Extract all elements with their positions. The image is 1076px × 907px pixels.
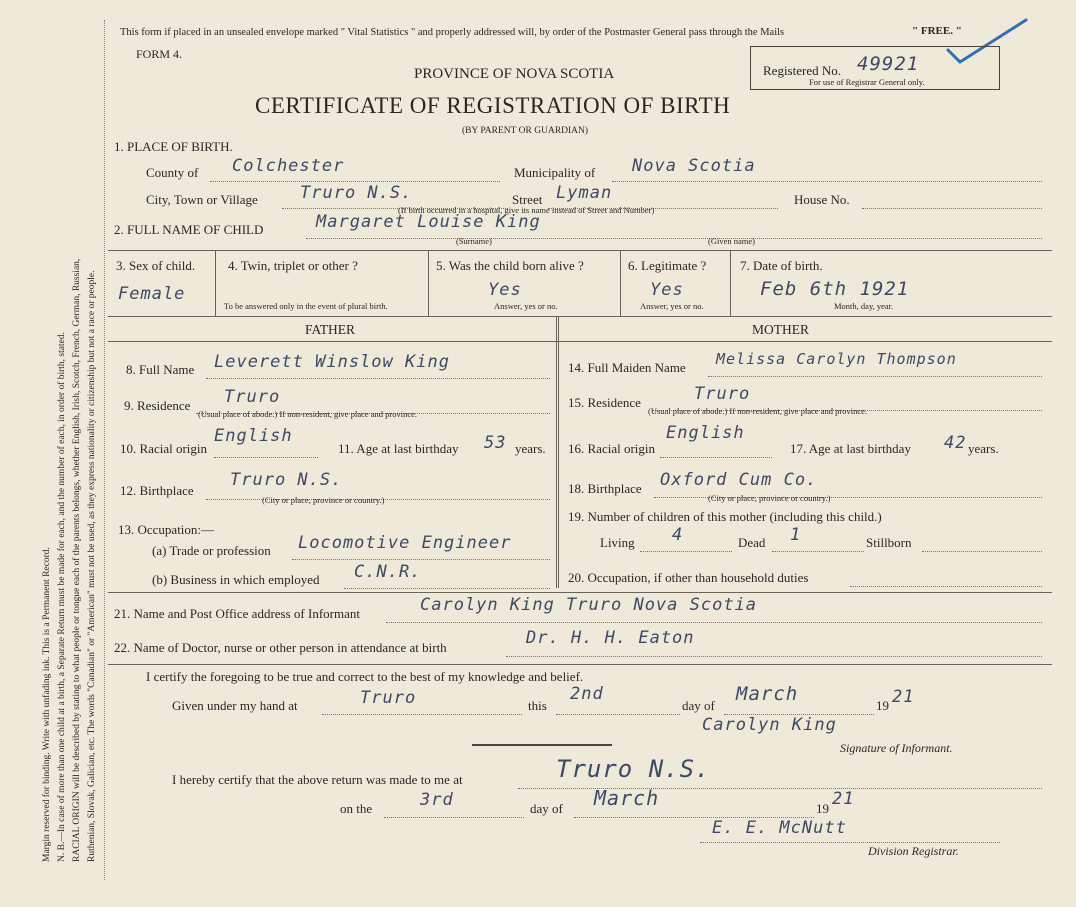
- margin-note-4: Ruthenian, Slovak, Galician, etc. The words "Canadian" or "American" must not be used, as they express nationality or citizenship but not a race or people.: [87, 270, 97, 862]
- mother-name-label: 14. Full Maiden Name: [568, 360, 686, 375]
- informant-signature: Carolyn King: [702, 715, 837, 735]
- given-day-value: 2nd: [570, 684, 604, 704]
- registered-no-label: Registered No.: [763, 63, 841, 78]
- registrar-year-value: 21: [832, 789, 855, 809]
- father-occupation-label: 13. Occupation:—: [118, 522, 215, 537]
- dob-note: Month, day, year.: [834, 301, 894, 311]
- mother-children-label: 19. Number of children of this mother (including this child.): [568, 509, 882, 524]
- city-label: City, Town or Village: [146, 192, 258, 207]
- father-years-label: years.: [515, 441, 546, 456]
- registrar-title: Division Registrar.: [868, 844, 959, 858]
- mother-age-label: 17. Age at last birthday: [790, 441, 911, 456]
- dob-label: 7. Date of birth.: [740, 258, 823, 273]
- alive-value: Yes: [488, 280, 522, 300]
- alive-note: Answer, yes or no.: [494, 301, 558, 311]
- registrar-day-value: 3rd: [420, 790, 454, 810]
- mother-heading: MOTHER: [752, 322, 809, 337]
- father-birthplace-value: Truro N.S.: [230, 470, 343, 490]
- registrar-year-prefix: 19: [816, 801, 829, 816]
- margin-note-3: RACIAL ORIGIN will be described by stating to what people or tongue each of the parents belongs, whether English, Irish, Scotch, French, German, Russian,: [72, 258, 82, 862]
- mother-name-value: Melissa Carolyn Thompson: [716, 350, 957, 368]
- on-the-label: on the: [340, 801, 373, 816]
- given-under-label: Given under my hand at: [172, 698, 298, 713]
- mother-racial-value: English: [666, 423, 745, 443]
- father-age-value: 53: [484, 433, 507, 453]
- father-name-value: Leverett Winslow King: [214, 352, 450, 372]
- page-title: CERTIFICATE OF REGISTRATION OF BIRTH: [255, 93, 731, 118]
- margin-note-1: Margin reserved for binding. Write with unfading ink. This is a Permanent Record.: [42, 547, 52, 862]
- legitimate-note: Answer, yes or no.: [640, 301, 704, 311]
- county-value: Colchester: [232, 156, 345, 176]
- father-age-label: 11. Age at last birthday: [338, 441, 459, 456]
- top-note: This form if placed in an unsealed envelope marked " Vital Statistics " and properly addressed will, by order of the Postmaster General pass through the Mails: [120, 27, 785, 38]
- given-month-value: March: [736, 683, 799, 705]
- registrar-signature: E. E. McNutt: [712, 818, 847, 838]
- margin-dotted-line: [104, 20, 105, 880]
- this-label: this: [528, 698, 547, 713]
- twin-label: 4. Twin, triplet or other ?: [228, 258, 358, 273]
- father-residence-label: 9. Residence: [124, 398, 191, 413]
- house-no-label: House No.: [794, 192, 850, 207]
- informant-label: 21. Name and Post Office address of Informant: [114, 606, 360, 621]
- surname-note: (Surname): [456, 236, 492, 246]
- doctor-value: Dr. H. H. Eaton: [526, 628, 695, 648]
- doctor-label: 22. Name of Doctor, nurse or other person in attendance at birth: [114, 640, 447, 655]
- mother-racial-label: 16. Racial origin: [568, 441, 656, 456]
- legitimate-value: Yes: [650, 280, 684, 300]
- father-trade-label: (a) Trade or profession: [152, 543, 271, 558]
- child-name-label: 2. FULL NAME OF CHILD: [114, 222, 264, 237]
- street-value: Lyman: [556, 183, 613, 203]
- twin-note: To be answered only in the event of plural birth.: [224, 301, 388, 311]
- father-residence-value: Truro: [224, 387, 281, 407]
- father-business-label: (b) Business in which employed: [152, 572, 320, 587]
- top-free: " FREE. ": [912, 25, 962, 37]
- given-dayof-label: day of: [682, 698, 715, 713]
- living-label: Living: [600, 535, 635, 550]
- living-value: 4: [672, 525, 684, 545]
- father-racial-label: 10. Racial origin: [120, 441, 208, 456]
- given-year-value: 21: [892, 687, 915, 707]
- registrar-use-note: For use of Registrar General only.: [809, 77, 925, 87]
- mother-age-value: 42: [944, 433, 967, 453]
- father-racial-value: English: [214, 426, 293, 446]
- father-trade-value: Locomotive Engineer: [298, 533, 512, 553]
- dead-label: Dead: [738, 535, 766, 550]
- registrar-month-value: March: [594, 786, 660, 810]
- street-label: Street: [512, 192, 543, 207]
- given-name-note: (Given name): [708, 236, 755, 246]
- margin-note-2: N. B.—In case of more than one child at a birth, a Separate Return must be made for each, and the number of each, in order of birth, stated.: [57, 332, 67, 862]
- father-birthplace-note: (City or place, province or country.): [262, 495, 385, 505]
- registrar-dayof-label: day of: [530, 801, 563, 816]
- municipality-value: Nova Scotia: [632, 156, 756, 176]
- form-number: FORM 4.: [136, 47, 183, 61]
- mother-residence-note: (Usual place of abode.) If non-resident, give place and province.: [648, 406, 868, 416]
- page-subtitle: (BY PARENT OR GUARDIAN): [462, 126, 589, 136]
- sex-value: Female: [118, 284, 186, 304]
- registrar-statement: I hereby certify that the above return was made to me at: [172, 772, 463, 787]
- mother-birthplace-label: 18. Birthplace: [568, 481, 642, 496]
- alive-label: 5. Was the child born alive ?: [436, 258, 584, 273]
- mother-residence-value: Truro: [694, 384, 751, 404]
- mother-occupation-label: 20. Occupation, if other than household duties: [568, 570, 809, 585]
- father-birthplace-label: 12. Birthplace: [120, 483, 194, 498]
- father-residence-note: (Usual place of abode.) If non-resident, give place and province.: [198, 409, 418, 419]
- sex-label: 3. Sex of child.: [116, 258, 196, 273]
- given-year-prefix: 19: [876, 698, 889, 713]
- province-heading: PROVINCE OF NOVA SCOTIA: [414, 66, 615, 82]
- father-business-value: C.N.R.: [354, 562, 422, 582]
- city-value: Truro N.S.: [300, 183, 413, 203]
- registration-box: [750, 46, 1000, 90]
- informant-signature-label: Signature of Informant.: [840, 741, 953, 755]
- hospital-note: (If birth occurred in a hospital, give its name instead of Street and Number): [398, 205, 655, 215]
- informant-value: Carolyn King Truro Nova Scotia: [420, 595, 758, 615]
- municipality-label: Municipality of: [514, 165, 596, 180]
- father-name-label: 8. Full Name: [126, 362, 195, 377]
- given-place-value: Truro: [360, 688, 417, 708]
- dead-value: 1: [790, 525, 802, 545]
- county-label: County of: [146, 165, 199, 180]
- mother-birthplace-note: (City or place, province or country.): [708, 493, 831, 503]
- dob-value: Feb 6th 1921: [760, 278, 910, 300]
- child-name-value: Margaret Louise King: [316, 212, 541, 232]
- certify-statement: I certify the foregoing to be true and correct to the best of my knowledge and belief.: [146, 669, 584, 684]
- father-heading: FATHER: [305, 322, 356, 337]
- mother-residence-label: 15. Residence: [568, 395, 641, 410]
- place-heading: 1. PLACE OF BIRTH.: [114, 139, 233, 154]
- mother-birthplace-value: Oxford Cum Co.: [660, 470, 818, 490]
- legitimate-label: 6. Legitimate ?: [628, 258, 707, 273]
- mother-years-label: years.: [968, 441, 999, 456]
- registered-no-value: 49921: [857, 53, 920, 75]
- registrar-place-value: Truro N.S.: [556, 755, 711, 783]
- stillborn-label: Stillborn: [866, 535, 912, 550]
